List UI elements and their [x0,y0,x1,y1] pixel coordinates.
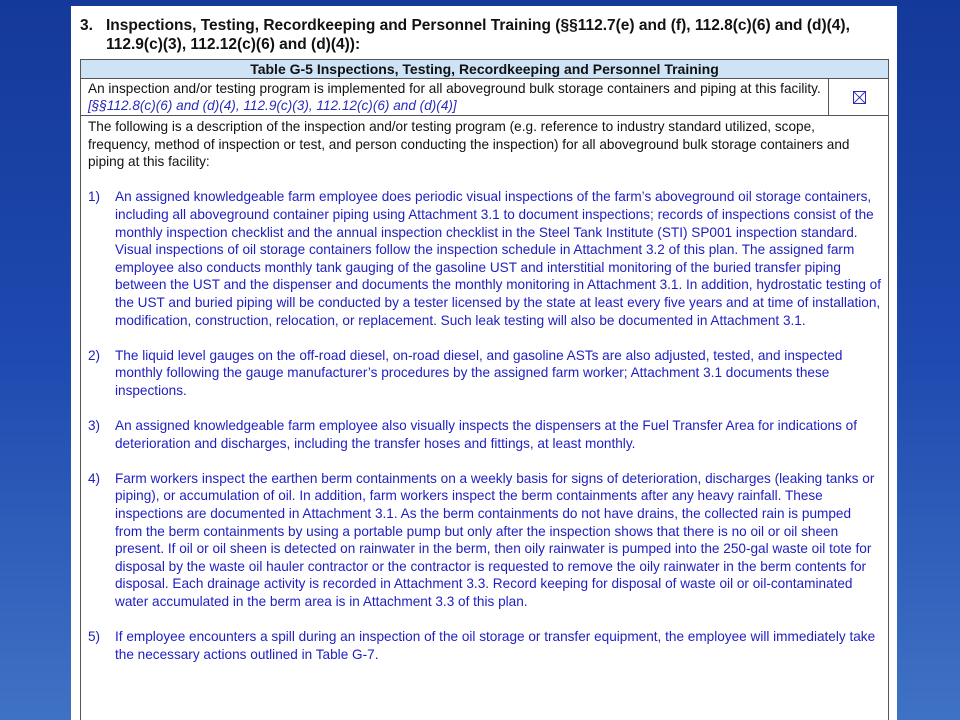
inspection-table [80,59,889,720]
program-statement [81,79,829,115]
item-number: 1) [88,189,101,205]
list-item [88,470,881,611]
item-number: 5) [88,629,101,645]
description-cell [81,116,888,665]
item-text: If employee encounters a spill during an inspection of the oil storage or transfer equipment, the employee will immediately take the necessary actions outlined in Table G-7. [115,629,876,662]
item-text: Farm workers inspect the earthen berm containments on a weekly basis for signs of deterioration, discharges (leaking tanks or piping), or accumulation of oil. In addition, farm workers inspect the berm containments after any heavy rainfall. These inspections are documented in Attachment 3.1. As the berm containments do not have drains, the collected rain is pumped from the berm containments by using a portable pump but only after the inspection shows that there is no oil or oil sheen present. If oil or oil sheen is detected on rainwater in the berm, then oily rainwater is pumped into the 250-gal waste oil tote for disposal by the waste oil hauler contractor or the contractor is requested to remove the oily rainwater in the berm contents for disposal. Each drainage activity is recorded in Attachment 3.3. Record keeping for disposal of waste oil or oil-contaminated water accumulated in the berm area is in Attachment 3.3 of this plan. [115,470,875,610]
item-number: 3) [88,418,101,434]
section-heading [80,16,880,54]
list-item [88,188,881,329]
checked-box-icon[interactable] [853,91,866,104]
description-intro: The following is a description of the inspection and/or testing program (e.g. reference to industry standard utilized, scope, frequency, method of inspection or test, and person conducting the inspection) for all aboveground bulk storage containers and piping at this facility: [88,119,850,170]
item-text: An assigned knowledgeable farm employee does periodic visual inspections of the farm’s aboveground oil storage containers, including all aboveground container piping using Attachment 3.1 to document inspections; records of inspections consist of the monthly inspection checklist and the annual inspection checklist in the Steel Tank Institute (STI) SP001 inspection standard. Visual inspections of oil storage containers follow the inspection schedule in Attachment 3.2 of this plan. The assigned farm employee also conducts monthly tank gauging of the gasoline UST and interstitial monitoring of the buried transfer piping between the UST and the dispenser and documents the monthly monitoring in Attachment 3.1. In addition, hydrostatic testing of the UST and buried piping will be conducted by a tester licensed by the state at least every five years and at time of installation, modification, construction, relocation, or replacement. Such leak testing will also be documented in Attachment 3.1. [115,189,881,328]
item-text: The liquid level gauges on the off-road diesel, on-road diesel, and gasoline ASTs are also adjusted, tested, and inspected monthly following the gauge manufacturer’s procedures by the assigned farm worker; Attachment 3.1 documents these inspections. [115,347,843,398]
document-page [71,6,897,720]
program-row [81,79,888,116]
list-item [88,347,881,400]
program-statement-text: An inspection and/or testing program is implemented for all aboveground bulk storage containers and piping at this facility. [88,81,821,96]
list-item [88,417,881,452]
inspection-items [88,188,881,663]
table-title: Table G-5 Inspections, Testing, Recordkeeping and Personnel Training [81,60,888,79]
program-checkbox-cell [830,79,888,115]
item-text: An assigned knowledgeable farm employee also visually inspects the dispensers at the Fuel Transfer Area for indications of deterioration and discharges, including the transfer hoses and fittings, at least monthly. [115,418,858,451]
program-statement-ref: [§§112.8(c)(6) and (d)(4), 112.9(c)(3), 112.12(c)(6) and (d)(4)] [88,98,457,113]
item-number: 2) [88,347,101,363]
list-item [88,628,881,663]
section-number: 3. [80,17,93,34]
section-title: Inspections, Testing, Recordkeeping and Personnel Training (§§112.7(e) and (f), 112.8(c)(6) and (d)(4), 112.9(c)(3), 112.12(c)(6) and (d)(4)): [106,17,850,53]
item-number: 4) [88,470,101,486]
